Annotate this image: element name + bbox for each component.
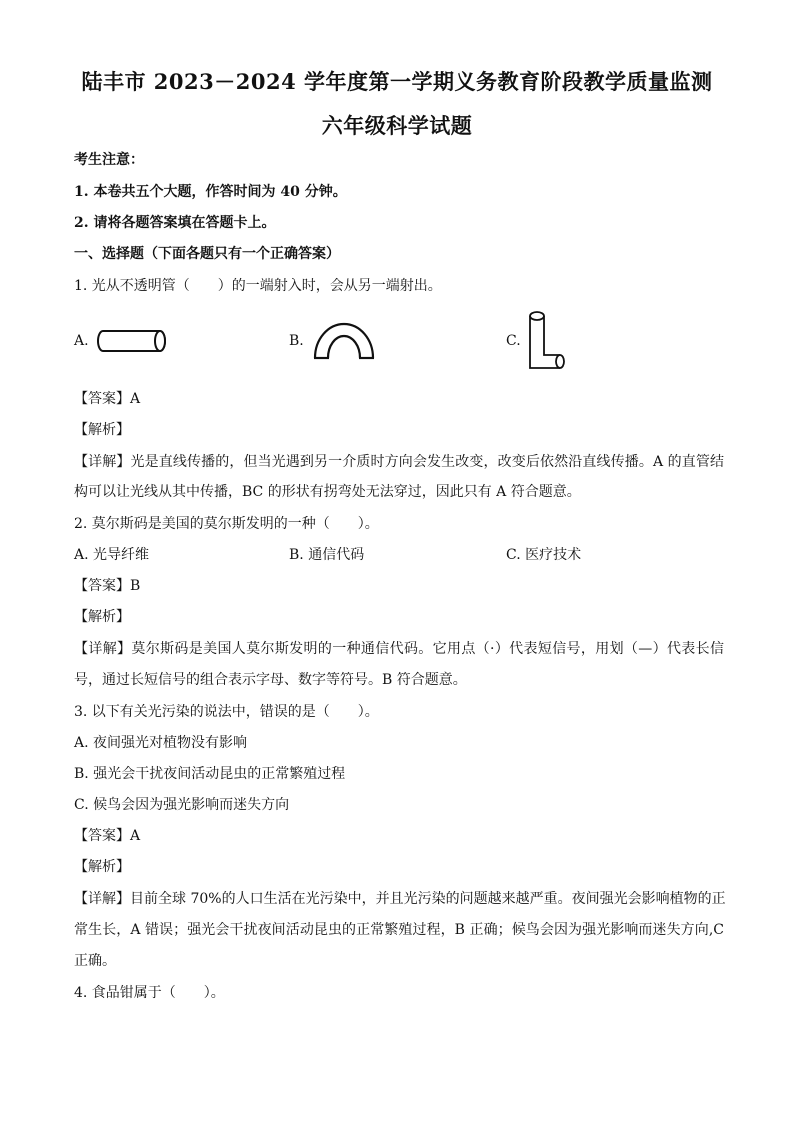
arched-tube-icon [312, 318, 376, 362]
question-stem: 3. 以下有关光污染的说法中，错误的是（ ）。 [74, 704, 379, 720]
detail-text: 号，通过长短信号的组合表示字母、数字等符号。B 符合题意。 [74, 672, 467, 688]
detail-text: 【详解】光是直线传播的，但当光遇到另一介质时方向会发生改变，改变后依然沿直线传播。A 的直管结 [74, 454, 724, 470]
analysis-label: 【解析】 [74, 609, 130, 625]
answer-label: 【答案】B [74, 578, 141, 594]
option-text: B. 通信代码 [289, 547, 365, 563]
option-text: C. 候鸟会因为强光影响而迷失方向 [74, 797, 290, 813]
question-stem: 4. 食品钳属于（ ）。 [74, 985, 225, 1001]
question-stem: 1. 光从不透明管（ ）的一端射入时，会从另一端射出。 [74, 278, 442, 294]
option-text: C. 医疗技术 [506, 547, 582, 563]
answer-label: 【答案】A [74, 391, 141, 407]
option-text: A. 夜间强光对植物没有影响 [74, 735, 248, 751]
question-stem: 2. 莫尔斯码是美国的莫尔斯发明的一种（ ）。 [74, 516, 379, 532]
l-shaped-tube-icon [524, 308, 572, 376]
option-text: B. 强光会干扰夜间活动昆虫的正常繁殖过程 [74, 766, 346, 782]
answer-label: 【答案】A [74, 828, 141, 844]
option-text: A. 光导纤维 [74, 547, 150, 563]
detail-text: 构可以让光线从其中传播，BC 的形状有拐弯处无法穿过，因此只有 A 符合题意。 [74, 484, 581, 500]
notice-heading: 考生注意： [74, 152, 144, 168]
option-label: C. [506, 333, 521, 349]
detail-text: 常生长，A 错误；强光会干扰夜间活动昆虫的正常繁殖过程，B 正确；候鸟会因为强光影响而迷失方向,C [74, 922, 724, 938]
option-label: B. [289, 333, 304, 349]
notice-item: 1. 本卷共五个大题，作答时间为 40 分钟。 [74, 184, 347, 200]
section-heading: 一、选择题（下面各题只有一个正确答案） [74, 246, 340, 262]
detail-text: 【详解】莫尔斯码是美国人莫尔斯发明的一种通信代码。它用点（·）代表短信号，用划（—）代表长信 [74, 641, 724, 657]
analysis-label: 【解析】 [74, 859, 130, 875]
notice-item: 2. 请将各题答案填在答题卡上。 [74, 215, 276, 231]
exam-title: 陆丰市 2023－2024 学年度第一学期义务教育阶段教学质量监测 [81, 69, 713, 94]
straight-tube-icon [96, 328, 170, 354]
analysis-label: 【解析】 [74, 422, 130, 438]
detail-text: 正确。 [74, 953, 116, 969]
option-label: A. [74, 333, 89, 349]
detail-text: 【详解】目前全球 70%的人口生活在光污染中，并且光污染的问题越来越严重。夜间强光会影响植物的正 [74, 891, 726, 907]
exam-subtitle: 六年级科学试题 [321, 113, 473, 138]
